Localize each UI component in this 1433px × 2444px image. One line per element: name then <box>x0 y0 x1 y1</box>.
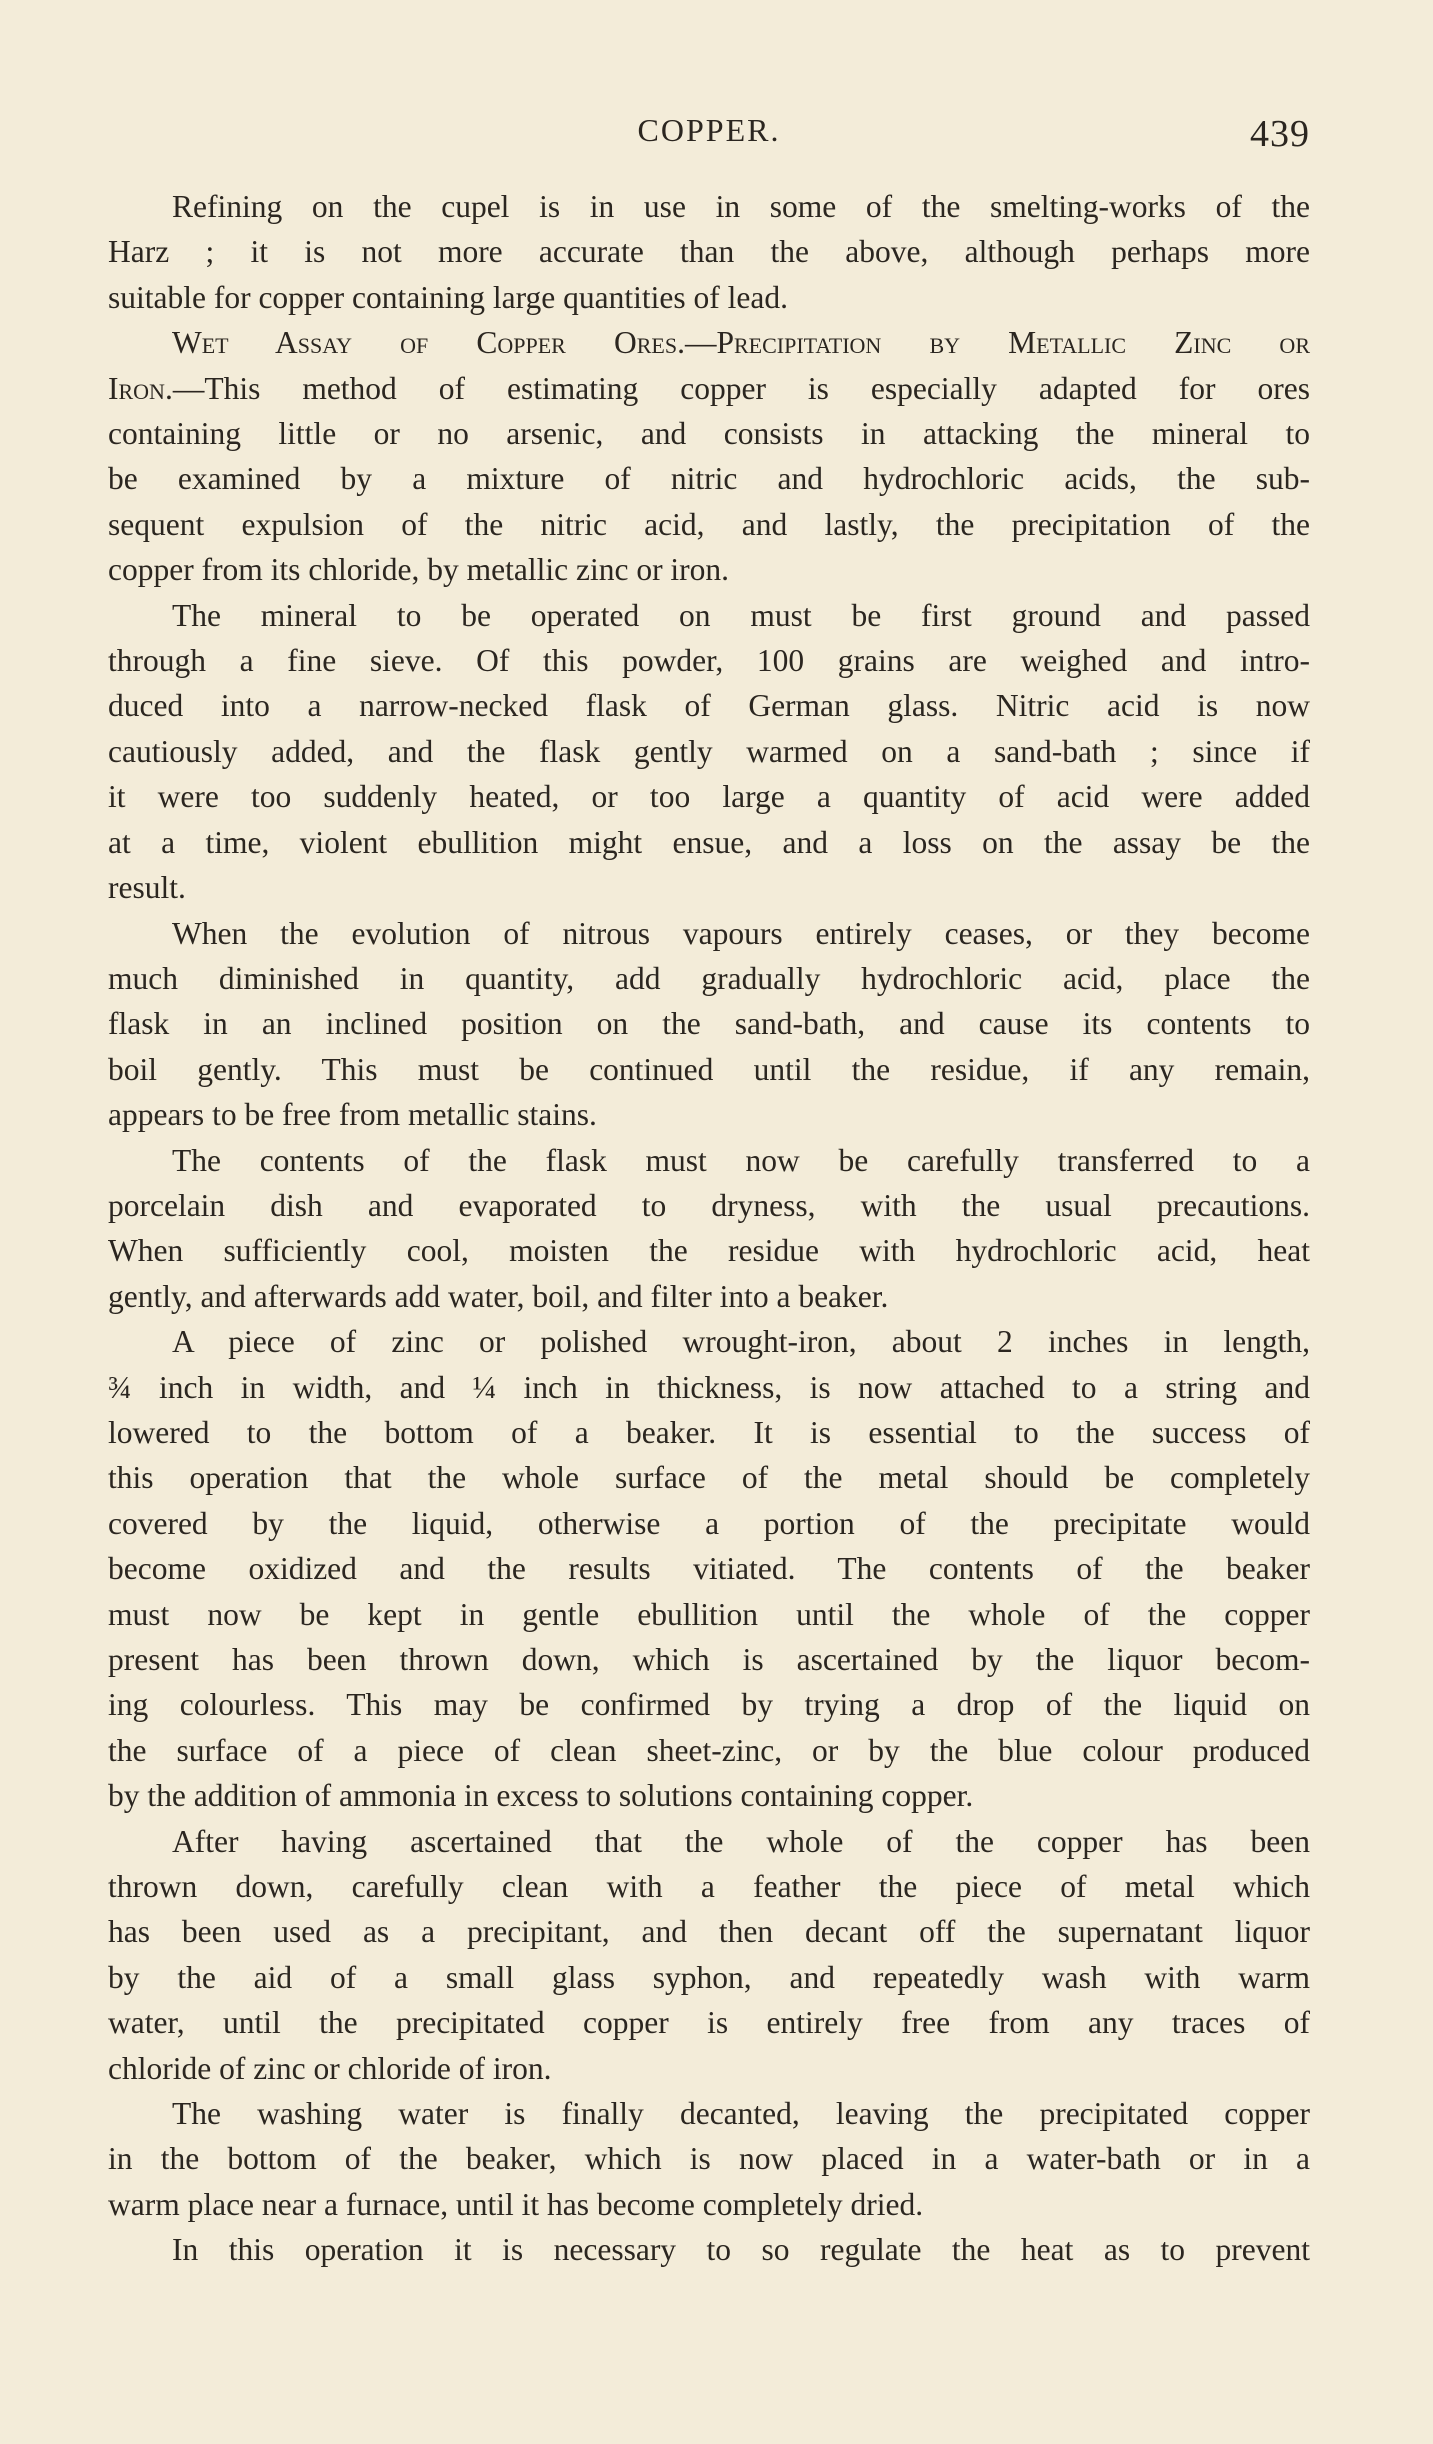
text-line: appears to be free from metallic stains. <box>108 1097 597 1133</box>
text-line: sequent expulsion of the nitric acid, and lastly, the precipitation of the <box>108 506 1310 542</box>
section-heading: Wet Assay of Copper Ores.—Precipitation by Metallic Zinc or <box>172 325 1310 361</box>
text-line: After having ascertained that the whole of the copper has been <box>172 1823 1310 1859</box>
paragraph <box>108 911 1310 1138</box>
text-line: copper from its chloride, by metallic zinc or iron. <box>108 552 730 588</box>
text-line: ing colourless. This may be confirmed by trying a drop of the liquid on <box>108 1687 1310 1723</box>
text-line: has been used as a precipitant, and then decant off the supernatant liquor <box>108 1914 1310 1950</box>
paragraph <box>108 320 1310 592</box>
text-line: containing little or no arsenic, and consists in attacking the mineral to <box>108 416 1310 452</box>
text-line: In this operation it is necessary to so regulate the heat as to prevent <box>172 2232 1310 2268</box>
text-line: When the evolution of nitrous vapours entirely ceases, or they become <box>172 915 1310 951</box>
paragraph <box>108 1819 1310 2091</box>
text-line: suitable for copper containing large quantities of lead. <box>108 279 788 315</box>
text-line: Refining on the cupel is in use in some of the smelting-works of the <box>172 189 1310 224</box>
running-title: COPPER. <box>637 112 781 148</box>
text-line: it were too suddenly heated, or too large a quantity of acid were added <box>108 779 1310 815</box>
text-line: in the bottom of the beaker, which is now placed in a water-bath or in a <box>108 2141 1310 2177</box>
text-line: cautiously added, and the flask gently warmed on a sand-bath ; since if <box>108 733 1310 769</box>
text-line: become oxidized and the results vitiated. The contents of the beaker <box>108 1551 1310 1587</box>
text-line: The contents of the flask must now be carefully transferred to a <box>172 1142 1310 1178</box>
text-line: warm place near a furnace, until it has become completely dried. <box>108 2186 924 2222</box>
text-line: A piece of zinc or polished wrought-iron, about 2 inches in length, <box>172 1324 1310 1360</box>
text-line: covered by the liquid, otherwise a portion of the precipitate would <box>108 1505 1310 1541</box>
text-line: much diminished in quantity, add gradually hydrochloric acid, place the <box>108 960 1310 996</box>
text-line: ¾ inch in width, and ¼ inch in thickness, is now attached to a string and <box>108 1369 1310 1405</box>
text-line: at a time, violent ebullition might ensue, and a loss on the assay be the <box>108 824 1310 860</box>
running-head <box>108 112 1310 162</box>
paragraph <box>108 593 1310 911</box>
text-line: the surface of a piece of clean sheet-zinc, or by the blue colour produced <box>108 1732 1310 1768</box>
paragraph <box>108 2227 1310 2272</box>
text-line: porcelain dish and evaporated to dryness, with the usual precautions. <box>108 1187 1310 1223</box>
body-text <box>108 184 1310 2273</box>
text-line: duced into a narrow-necked flask of German glass. Nitric acid is now <box>108 688 1310 724</box>
text-line: Harz ; it is not more accurate than the above, although perhaps more <box>108 234 1310 270</box>
text-line: flask in an inclined position on the sand-bath, and cause its contents to <box>108 1006 1310 1042</box>
text-line <box>108 366 1310 411</box>
paragraph <box>108 2091 1310 2227</box>
text-line: present has been thrown down, which is ascertained by the liquor becom- <box>108 1642 1310 1677</box>
text-line: by the addition of ammonia in excess to solutions containing copper. <box>108 1778 974 1814</box>
text-line-tail: —This method of estimating copper is especially adapted for ores <box>172 370 1310 406</box>
text-line: be examined by a mixture of nitric and hydrochloric acids, the sub- <box>108 461 1310 497</box>
text-line: The mineral to be operated on must be first ground and passed <box>172 597 1310 633</box>
text-line: must now be kept in gentle ebullition until the whole of the copper <box>108 1596 1310 1632</box>
text-line: chloride of zinc or chloride of iron. <box>108 2050 552 2086</box>
paragraph <box>108 184 1310 320</box>
text-line: this operation that the whole surface of the metal should be completely <box>108 1460 1310 1496</box>
paragraph <box>108 1138 1310 1320</box>
text-line: The washing water is finally decanted, leaving the precipitated copper <box>172 2096 1310 2132</box>
paragraph <box>108 1319 1310 1818</box>
text-line: thrown down, carefully clean with a feather the piece of metal which <box>108 1869 1310 1905</box>
text-line: result. <box>108 870 186 906</box>
page-number: 439 <box>1250 113 1310 155</box>
text-line: When sufficiently cool, moisten the residue with hydrochloric acid, heat <box>108 1233 1310 1269</box>
text-line: gently, and afterwards add water, boil, and filter into a beaker. <box>108 1278 889 1314</box>
text-line: lowered to the bottom of a beaker. It is essential to the success of <box>108 1414 1310 1450</box>
section-heading-continued: Iron. <box>108 370 173 406</box>
text-line: through a fine sieve. Of this powder, 100 grains are weighed and intro- <box>108 643 1310 679</box>
text-line: boil gently. This must be continued until the residue, if any remain, <box>108 1051 1310 1087</box>
text-line: by the aid of a small glass syphon, and repeatedly wash with warm <box>108 1959 1310 1995</box>
text-line: water, until the precipitated copper is entirely free from any traces of <box>108 2005 1310 2041</box>
